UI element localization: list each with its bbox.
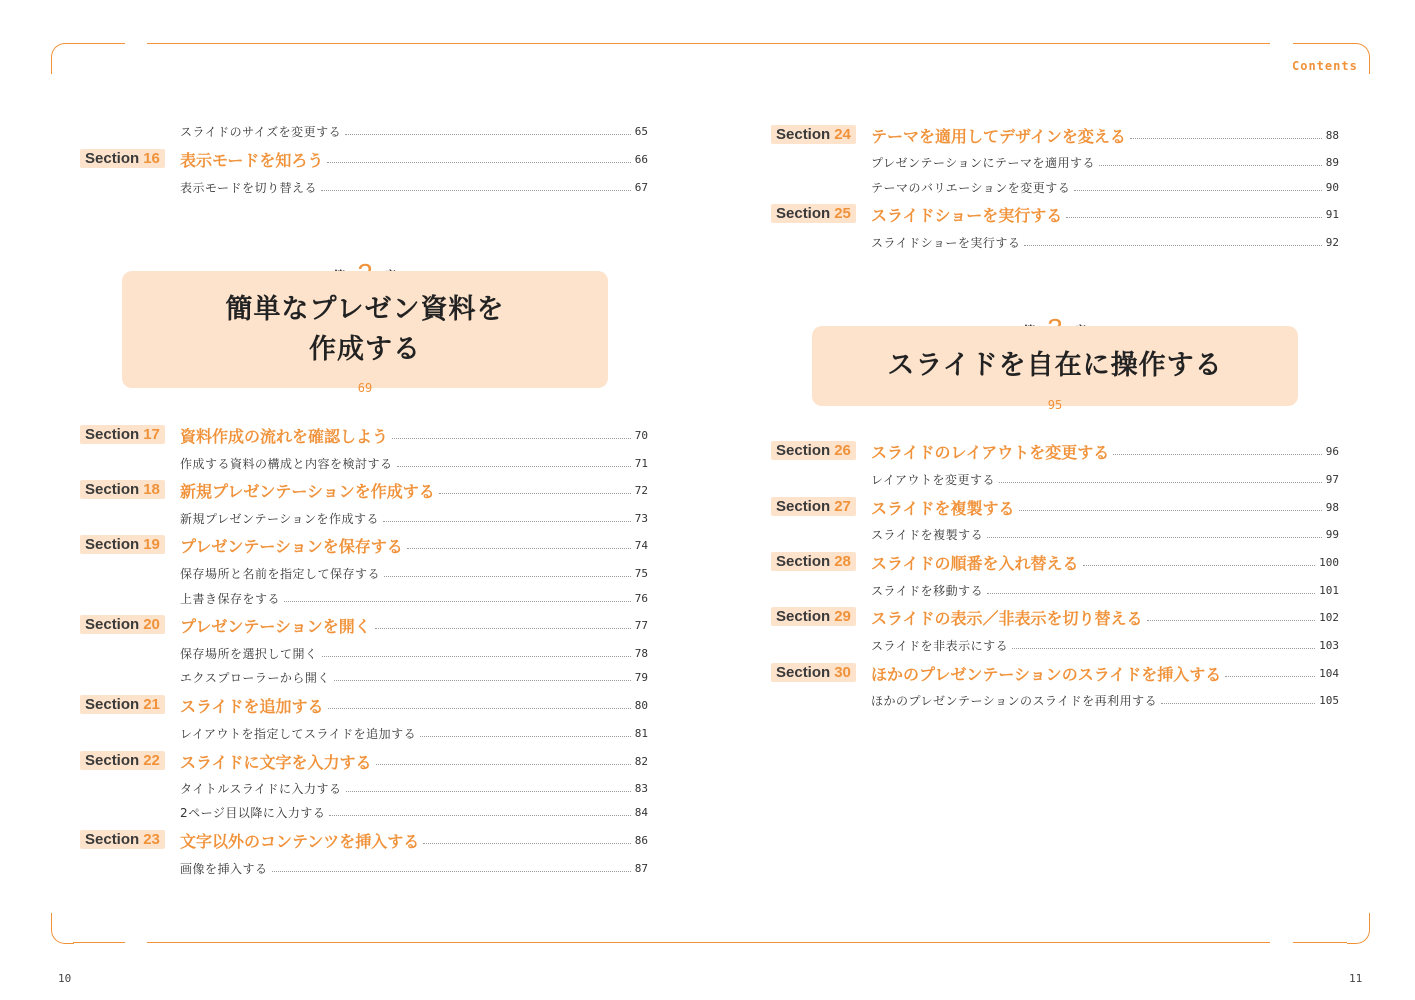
toc-subitem-row[interactable] bbox=[180, 562, 648, 584]
toc-page-number: 65 bbox=[634, 124, 648, 138]
toc-subitem-row[interactable] bbox=[871, 231, 1339, 253]
toc-page-number: 82 bbox=[634, 754, 648, 768]
section-badge bbox=[771, 552, 856, 571]
section-label: Section bbox=[776, 608, 831, 625]
toc-title: プレゼンテーションにテーマを適用する bbox=[871, 155, 1096, 170]
dot-leader bbox=[1083, 565, 1316, 566]
section-number: 21 bbox=[143, 696, 160, 713]
dot-leader bbox=[397, 466, 631, 467]
chapter-page: 69 bbox=[357, 381, 373, 395]
toc-page-number: 100 bbox=[1319, 555, 1339, 569]
section-badge bbox=[80, 425, 165, 444]
dot-leader bbox=[346, 791, 631, 792]
toc-title: 画像を挿入する bbox=[180, 861, 268, 876]
chapter-title: スライドを自在に操作する bbox=[887, 350, 1223, 382]
dot-leader bbox=[383, 521, 631, 522]
toc-page-number: 91 bbox=[1325, 207, 1339, 221]
toc-title: テーマのバリエーションを変更する bbox=[871, 180, 1071, 195]
section-label: Section bbox=[776, 498, 831, 515]
dot-leader bbox=[1099, 165, 1322, 166]
toc-page-number: 83 bbox=[634, 781, 648, 795]
section-badge bbox=[80, 615, 165, 634]
toc-page-number: 89 bbox=[1325, 155, 1339, 169]
dot-leader bbox=[1012, 648, 1315, 649]
toc-title: プレゼンテーションを保存する bbox=[180, 536, 403, 556]
toc-page-number: 76 bbox=[634, 591, 648, 605]
toc-section-row[interactable] bbox=[180, 829, 648, 851]
toc-section-row[interactable] bbox=[180, 148, 648, 170]
section-label: Section bbox=[776, 664, 831, 681]
section-label: Section bbox=[776, 553, 831, 570]
toc-subitem-row[interactable] bbox=[180, 666, 648, 688]
toc-title: 表示モードを知ろう bbox=[180, 150, 324, 170]
chapter-title: 簡単なプレゼン資料を 作成する bbox=[225, 294, 505, 365]
frame-line bbox=[707, 942, 1270, 943]
toc-title: テーマを適用してデザインを変える bbox=[871, 126, 1126, 146]
toc-title: 上書き保存をする bbox=[180, 591, 281, 606]
toc-section-row[interactable] bbox=[871, 496, 1339, 518]
dot-leader bbox=[1130, 138, 1322, 139]
toc-page-number: 102 bbox=[1319, 610, 1339, 624]
right-page bbox=[707, 0, 1415, 1000]
section-number: 20 bbox=[143, 616, 160, 633]
dot-leader bbox=[407, 548, 631, 549]
toc-subitem-row[interactable] bbox=[871, 176, 1339, 198]
dot-leader bbox=[329, 815, 630, 816]
toc-page-number: 86 bbox=[634, 833, 648, 847]
section-label: Section bbox=[85, 536, 140, 553]
dot-leader bbox=[321, 190, 631, 191]
dot-leader bbox=[439, 493, 631, 494]
toc-title: スライドを複製する bbox=[871, 527, 984, 542]
section-number: 23 bbox=[143, 831, 160, 848]
toc-subitem-row[interactable] bbox=[871, 689, 1339, 711]
section-label: Section bbox=[85, 696, 140, 713]
toc-title: レイアウトを指定してスライドを追加する bbox=[180, 726, 417, 741]
frame-line bbox=[1293, 942, 1347, 943]
toc-page-number: 80 bbox=[634, 698, 648, 712]
toc-title: 作成する資料の構成と内容を検討する bbox=[180, 456, 393, 471]
toc-subitem-row[interactable] bbox=[180, 777, 648, 799]
toc-section-row[interactable] bbox=[871, 124, 1339, 146]
dot-leader bbox=[334, 680, 631, 681]
toc-page-number: 67 bbox=[634, 180, 648, 194]
toc-page-number: 66 bbox=[634, 152, 648, 166]
section-number: 27 bbox=[834, 498, 851, 515]
chapter-box[interactable] bbox=[122, 271, 608, 388]
toc-title: スライドを非表示にする bbox=[871, 638, 1009, 653]
left-page bbox=[0, 0, 707, 1000]
toc-section-row[interactable] bbox=[180, 534, 648, 556]
section-badge bbox=[771, 125, 856, 144]
section-label: Section bbox=[776, 126, 831, 143]
toc-subitem-row[interactable] bbox=[871, 634, 1339, 656]
toc-page-number: 98 bbox=[1325, 500, 1339, 514]
section-badge bbox=[771, 204, 856, 223]
section-number: 29 bbox=[834, 608, 851, 625]
toc-section-row[interactable] bbox=[180, 479, 648, 501]
toc-section-row[interactable] bbox=[180, 694, 648, 716]
toc-title: 保存場所を選択して開く bbox=[180, 646, 318, 661]
dot-leader bbox=[384, 576, 631, 577]
toc-page-number: 87 bbox=[634, 861, 648, 875]
dot-leader bbox=[376, 764, 631, 765]
toc-title: エクスプローラーから開く bbox=[180, 670, 330, 685]
frame-line bbox=[707, 43, 1270, 44]
frame-line bbox=[73, 43, 125, 44]
toc-subitem-row[interactable] bbox=[871, 523, 1339, 545]
toc-title: スライドのサイズを変更する bbox=[180, 124, 342, 139]
toc-title: ほかのプレゼンテーションのスライドを再利用する bbox=[871, 693, 1158, 708]
toc-title: スライドを追加する bbox=[180, 696, 324, 716]
toc-page-number: 79 bbox=[634, 670, 648, 684]
toc-page-number: 92 bbox=[1325, 235, 1339, 249]
toc-page-number: 103 bbox=[1319, 638, 1339, 652]
dot-leader bbox=[284, 601, 631, 602]
dot-leader bbox=[420, 736, 631, 737]
section-label: Section bbox=[85, 831, 140, 848]
toc-title: 新規プレゼンテーションを作成する bbox=[180, 511, 380, 526]
section-badge bbox=[80, 830, 165, 849]
dot-leader bbox=[322, 656, 631, 657]
frame-corner-bottom-right bbox=[1347, 913, 1370, 944]
section-badge bbox=[771, 441, 856, 460]
dot-leader bbox=[1066, 217, 1322, 218]
toc-title: スライドを複製する bbox=[871, 498, 1015, 518]
toc-page-number: 74 bbox=[634, 538, 648, 552]
dot-leader bbox=[999, 482, 1322, 483]
toc-title: 文字以外のコンテンツを挿入する bbox=[180, 831, 420, 851]
toc-section-row[interactable] bbox=[871, 440, 1339, 462]
toc-title: スライドの表示／非表示を切り替える bbox=[871, 608, 1143, 628]
section-label: Section bbox=[85, 752, 140, 769]
toc-title: 新規プレゼンテーションを作成する bbox=[180, 481, 435, 501]
toc-page-number: 96 bbox=[1325, 444, 1339, 458]
toc-subitem-row[interactable] bbox=[871, 579, 1339, 601]
section-number: 19 bbox=[143, 536, 160, 553]
dot-leader bbox=[1074, 190, 1321, 191]
toc-page-number: 73 bbox=[634, 511, 648, 525]
section-label: Section bbox=[776, 205, 831, 222]
section-number: 18 bbox=[143, 481, 160, 498]
toc-subitem-row[interactable] bbox=[180, 642, 648, 664]
toc-section-row[interactable] bbox=[871, 606, 1339, 628]
toc-page-number: 101 bbox=[1319, 583, 1339, 597]
section-badge bbox=[80, 480, 165, 499]
dot-leader bbox=[1161, 703, 1315, 704]
section-number: 30 bbox=[834, 664, 851, 681]
toc-title: スライドの順番を入れ替える bbox=[871, 553, 1079, 573]
section-label: Section bbox=[85, 150, 140, 167]
toc-subitem-row[interactable] bbox=[180, 507, 648, 529]
page-number-right: 11 bbox=[1349, 972, 1363, 985]
toc-title: スライドのレイアウトを変更する bbox=[871, 442, 1110, 462]
section-number: 22 bbox=[143, 752, 160, 769]
toc-subitem-row[interactable] bbox=[180, 722, 648, 744]
toc-title: スライドショーを実行する bbox=[871, 235, 1021, 250]
toc-subitem-row[interactable] bbox=[871, 151, 1339, 173]
section-number: 28 bbox=[834, 553, 851, 570]
toc-title: スライドに文字を入力する bbox=[180, 752, 372, 772]
frame-line bbox=[147, 43, 707, 44]
frame-corner-bottom-left bbox=[51, 913, 74, 944]
dot-leader bbox=[272, 871, 631, 872]
toc-subitem-row[interactable] bbox=[180, 587, 648, 609]
toc-page-number: 71 bbox=[634, 456, 648, 470]
section-badge bbox=[771, 607, 856, 626]
toc-subitem-row[interactable] bbox=[871, 468, 1339, 490]
dot-leader bbox=[987, 593, 1315, 594]
section-badge bbox=[771, 497, 856, 516]
toc-title: レイアウトを変更する bbox=[871, 472, 996, 487]
toc-title: 表示モードを切り替える bbox=[180, 180, 318, 195]
section-number: 24 bbox=[834, 126, 851, 143]
toc-page-number: 105 bbox=[1319, 693, 1339, 707]
frame-line bbox=[1293, 43, 1347, 44]
section-badge bbox=[80, 695, 165, 714]
section-label: Section bbox=[776, 442, 831, 459]
section-number: 26 bbox=[834, 442, 851, 459]
dot-leader bbox=[375, 628, 631, 629]
toc-title: ほかのプレゼンテーションのスライドを挿入する bbox=[871, 664, 1222, 684]
toc-page-number: 70 bbox=[634, 428, 648, 442]
dot-leader bbox=[327, 162, 630, 163]
dot-leader bbox=[1147, 620, 1316, 621]
chapter-box[interactable] bbox=[812, 326, 1298, 406]
dot-leader bbox=[987, 537, 1322, 538]
section-badge bbox=[80, 751, 165, 770]
toc-section-row[interactable] bbox=[871, 662, 1339, 684]
toc-page-number: 88 bbox=[1325, 128, 1339, 142]
chapter-page: 95 bbox=[1047, 398, 1063, 412]
dot-leader bbox=[345, 134, 631, 135]
toc-title: スライドショーを実行する bbox=[871, 205, 1063, 225]
dot-leader bbox=[423, 843, 631, 844]
toc-subitem-row[interactable] bbox=[180, 801, 648, 823]
dot-leader bbox=[392, 438, 631, 439]
dot-leader bbox=[1024, 245, 1321, 246]
dot-leader bbox=[1225, 676, 1315, 677]
toc-subitem-row[interactable] bbox=[180, 120, 648, 142]
section-label: Section bbox=[85, 616, 140, 633]
toc-page-number: 72 bbox=[634, 483, 648, 497]
toc-title: 資料作成の流れを確認しよう bbox=[180, 426, 389, 446]
toc-section-row[interactable] bbox=[180, 614, 648, 636]
section-number: 25 bbox=[834, 205, 851, 222]
frame-line bbox=[73, 942, 125, 943]
toc-section-row[interactable] bbox=[180, 424, 648, 446]
section-number: 17 bbox=[143, 426, 160, 443]
dot-leader bbox=[1113, 454, 1322, 455]
section-label: Section bbox=[85, 481, 140, 498]
toc-page-number: 99 bbox=[1325, 527, 1339, 541]
toc-title: タイトルスライドに入力する bbox=[180, 781, 342, 796]
section-badge bbox=[80, 535, 165, 554]
frame-line bbox=[147, 942, 707, 943]
section-number: 16 bbox=[143, 150, 160, 167]
toc-section-row[interactable] bbox=[871, 203, 1339, 225]
toc-section-row[interactable] bbox=[871, 551, 1339, 573]
section-label: Section bbox=[85, 426, 140, 443]
toc-page-number: 81 bbox=[634, 726, 648, 740]
toc-subitem-row[interactable] bbox=[180, 452, 648, 474]
toc-subitem-row[interactable] bbox=[180, 176, 648, 198]
toc-title: スライドを移動する bbox=[871, 583, 984, 598]
toc-page-number: 78 bbox=[634, 646, 648, 660]
toc-title: 保存場所と名前を指定して保存する bbox=[180, 566, 381, 581]
toc-section-row[interactable] bbox=[180, 750, 648, 772]
toc-subitem-row[interactable] bbox=[180, 857, 648, 879]
toc-title: 2ページ目以降に入力する bbox=[180, 805, 326, 820]
toc-page-number: 90 bbox=[1325, 180, 1339, 194]
contents-label: Contents bbox=[1292, 59, 1358, 73]
toc-title: プレゼンテーションを開く bbox=[180, 616, 371, 636]
dot-leader bbox=[328, 708, 631, 709]
toc-page-number: 104 bbox=[1319, 666, 1339, 680]
page-number-left: 10 bbox=[58, 972, 72, 985]
toc-page-number: 75 bbox=[634, 566, 648, 580]
section-badge bbox=[80, 149, 165, 168]
frame-corner-top-left bbox=[51, 43, 74, 74]
dot-leader bbox=[1019, 510, 1322, 511]
toc-page-number: 84 bbox=[634, 805, 648, 819]
section-badge bbox=[771, 663, 856, 682]
toc-page-number: 77 bbox=[634, 618, 648, 632]
toc-page-number: 97 bbox=[1325, 472, 1339, 486]
